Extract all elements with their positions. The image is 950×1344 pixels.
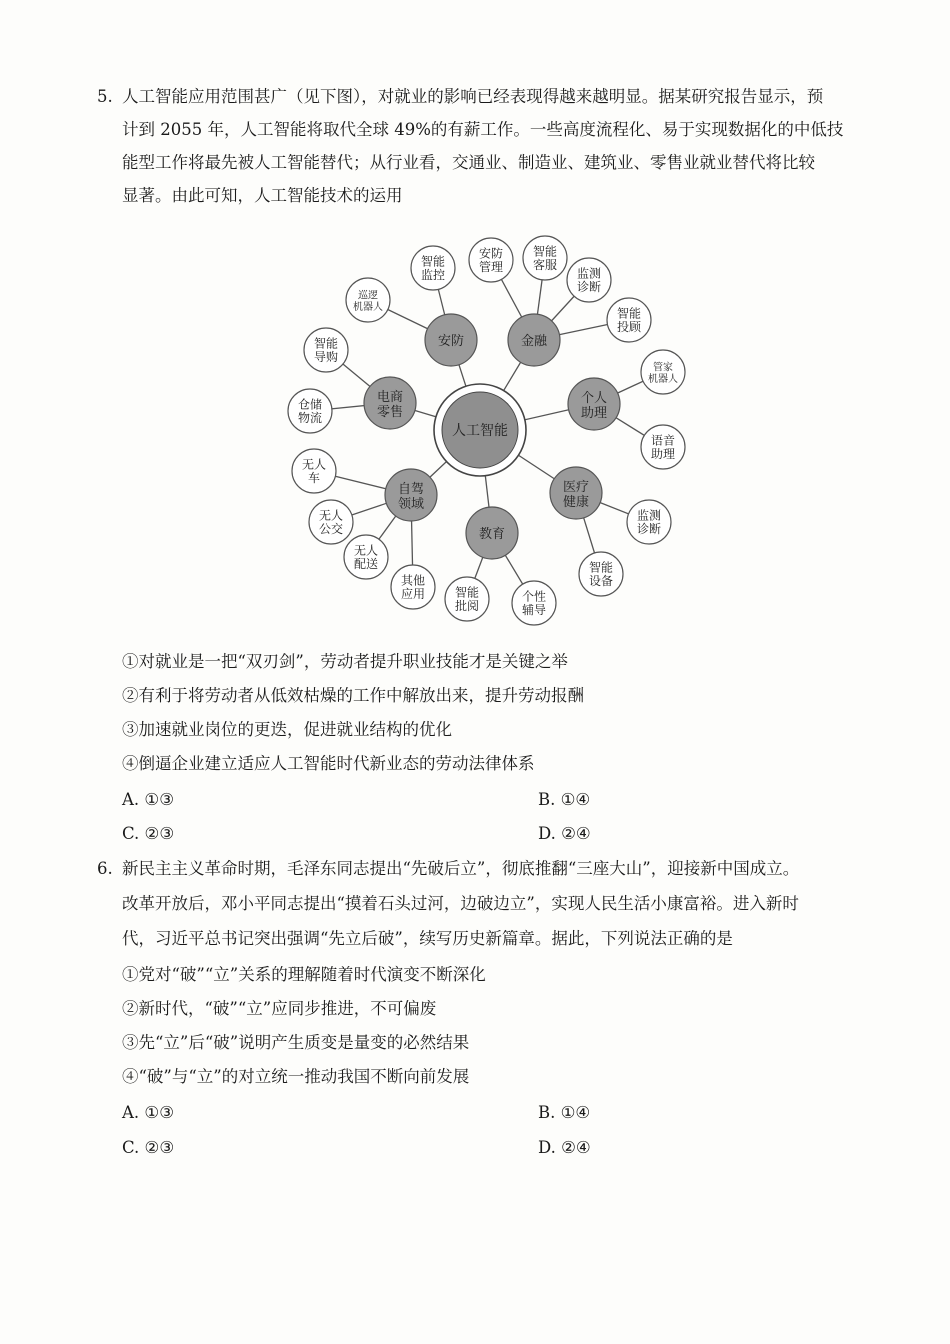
q6-option-c[interactable]: C. ②③ xyxy=(122,1138,175,1157)
label-line: 车 xyxy=(307,471,321,486)
leaf-label xyxy=(589,559,613,588)
leaf-label xyxy=(651,432,675,461)
label-line: 物流 xyxy=(297,411,323,426)
ai-application-diagram xyxy=(270,226,690,636)
label-line: 辅导 xyxy=(521,603,547,618)
hub-label-security: 安防 xyxy=(437,334,465,349)
leaf-label xyxy=(298,396,322,425)
q6-option-b[interactable]: B. ①④ xyxy=(538,1103,591,1122)
leaf-label xyxy=(319,508,343,536)
label-line: 领域 xyxy=(397,496,425,512)
label-line: 语音 xyxy=(650,433,676,448)
label-line: 批阅 xyxy=(454,599,480,614)
q6-stem-line-1: 新民主主义革命时期，毛泽东同志提出“先破后立”，彻底推翻“三座大山”，迎接新中国成立。 xyxy=(122,859,800,878)
label-line: 应用 xyxy=(400,587,426,602)
label-line: 智能 xyxy=(454,585,480,600)
label-line: 其他 xyxy=(400,573,426,588)
q5-option-d[interactable]: D. ②④ xyxy=(538,824,591,843)
label-line: 公交 xyxy=(318,522,344,537)
label-line: 无人 xyxy=(318,508,344,523)
q6-statement-1: ①党对“破”“立”关系的理解随着时代演变不断深化 xyxy=(122,965,486,984)
q6-statement-4: ④“破”与“立”的对立统一推动我国不断向前发展 xyxy=(122,1067,470,1086)
q6-stem-line-3: 代，习近平总书记突出强调“先立后破”，续写历史新篇章。据此，下列说法正确的是 xyxy=(122,929,733,948)
q5-stem-line-2: 计到 2055 年，人工智能将取代全球 49%的有薪工作。一些高度流程化、易于实现数据化的中低技 xyxy=(122,120,844,139)
question-5-number: 5. xyxy=(97,87,113,106)
label-line: 无人 xyxy=(301,457,327,472)
leaf-label xyxy=(533,243,557,272)
q6-option-d[interactable]: D. ②④ xyxy=(538,1138,591,1157)
question-6-number: 6. xyxy=(97,859,113,878)
leaf-label xyxy=(637,507,661,536)
label-line: 监控 xyxy=(420,268,446,283)
label-line: 智能 xyxy=(588,560,614,575)
q5-statement-4: ④倒逼企业建立适应人工智能时代新业态的劳动法律体系 xyxy=(122,754,535,773)
q6-statement-3: ③先“立”后“破”说明产生质变是量变的必然结果 xyxy=(122,1033,470,1052)
leaf-label xyxy=(314,335,338,364)
leaf-label xyxy=(421,253,445,282)
label-line: 监测 xyxy=(576,266,602,281)
label-line: 个人 xyxy=(580,390,608,406)
label-line: 导购 xyxy=(313,350,339,365)
label-line: 机器人 xyxy=(648,374,678,385)
q5-option-c[interactable]: C. ②③ xyxy=(122,824,175,843)
center-label: 人工智能 xyxy=(452,423,508,439)
q5-stem-line-3: 能型工作将最先被人工智能替代；从行业看，交通业、制造业、建筑业、零售业就业替代将比较 xyxy=(122,153,815,172)
leaf-label xyxy=(617,305,642,334)
leaf-label xyxy=(401,572,425,601)
label-line: 智能 xyxy=(532,244,558,259)
label-line: 设备 xyxy=(588,574,614,589)
q5-stem-line-4: 显著。由此可知，人工智能技术的运用 xyxy=(122,186,403,205)
label-line: 助理 xyxy=(580,405,608,421)
hub-label-education: 教育 xyxy=(478,527,506,542)
label-line: 智能 xyxy=(616,306,642,321)
label-line: 管家 xyxy=(653,362,673,374)
q5-statement-2: ②有利于将劳动者从低效枯燥的工作中解放出来，提升劳动报酬 xyxy=(122,686,584,705)
q6-option-a[interactable]: A. ①③ xyxy=(122,1103,174,1122)
q6-statement-2: ②新时代，“破”“立”应同步推进，不可偏废 xyxy=(122,999,437,1018)
label-line: 医疗 xyxy=(562,479,590,495)
label-line: 仓储 xyxy=(297,397,323,412)
label-line: 管理 xyxy=(478,260,504,275)
leaf-label xyxy=(455,584,479,613)
leaf-label xyxy=(577,265,601,294)
q5-statement-1: ①对就业是一把“双刃剑”，劳动者提升职业技能才是关键之举 xyxy=(122,652,568,671)
label-line: 监测 xyxy=(636,508,662,523)
q6-stem-line-2: 改革开放后，邓小平同志提出“摸着石头过河，边破边立”，实现人民生活小康富裕。进入新时 xyxy=(122,894,799,913)
label-line: 助理 xyxy=(650,447,676,462)
leaf-label xyxy=(354,543,378,571)
label-line: 配送 xyxy=(353,557,379,572)
label-line: 健康 xyxy=(562,494,590,510)
label-line: 自驾 xyxy=(397,481,425,497)
leaf-label xyxy=(479,245,503,274)
leaf-label xyxy=(522,588,546,617)
hub-label-medical xyxy=(563,480,589,510)
label-line: 客服 xyxy=(532,258,558,273)
label-line: 诊断 xyxy=(576,280,602,295)
label-line: 巡逻 xyxy=(358,290,378,302)
label-line: 智能 xyxy=(313,336,339,351)
label-line: 无人 xyxy=(353,543,379,558)
label-line: 投顾 xyxy=(616,320,642,335)
hub-label-driving xyxy=(398,482,424,512)
label-line: 个性 xyxy=(521,589,547,604)
q5-option-b[interactable]: B. ①④ xyxy=(538,790,591,809)
q5-option-a[interactable]: A. ①③ xyxy=(122,790,174,809)
hub-label-assistant xyxy=(581,391,607,421)
hub-label-ecommerce xyxy=(377,389,403,420)
label-line: 机器人 xyxy=(353,302,383,313)
q5-statement-3: ③加速就业岗位的更迭，促进就业结构的优化 xyxy=(122,720,452,739)
label-line: 智能 xyxy=(420,254,446,269)
label-line: 电商 xyxy=(376,389,404,405)
label-line: 零售 xyxy=(376,404,404,420)
label-line: 诊断 xyxy=(636,522,662,537)
hub-label-finance: 金融 xyxy=(520,334,548,349)
label-line: 安防 xyxy=(478,246,504,261)
q5-stem-line-1: 人工智能应用范围甚广（见下图），对就业的影响已经表现得越来越明显。据某研究报告显示，预 xyxy=(122,87,824,106)
